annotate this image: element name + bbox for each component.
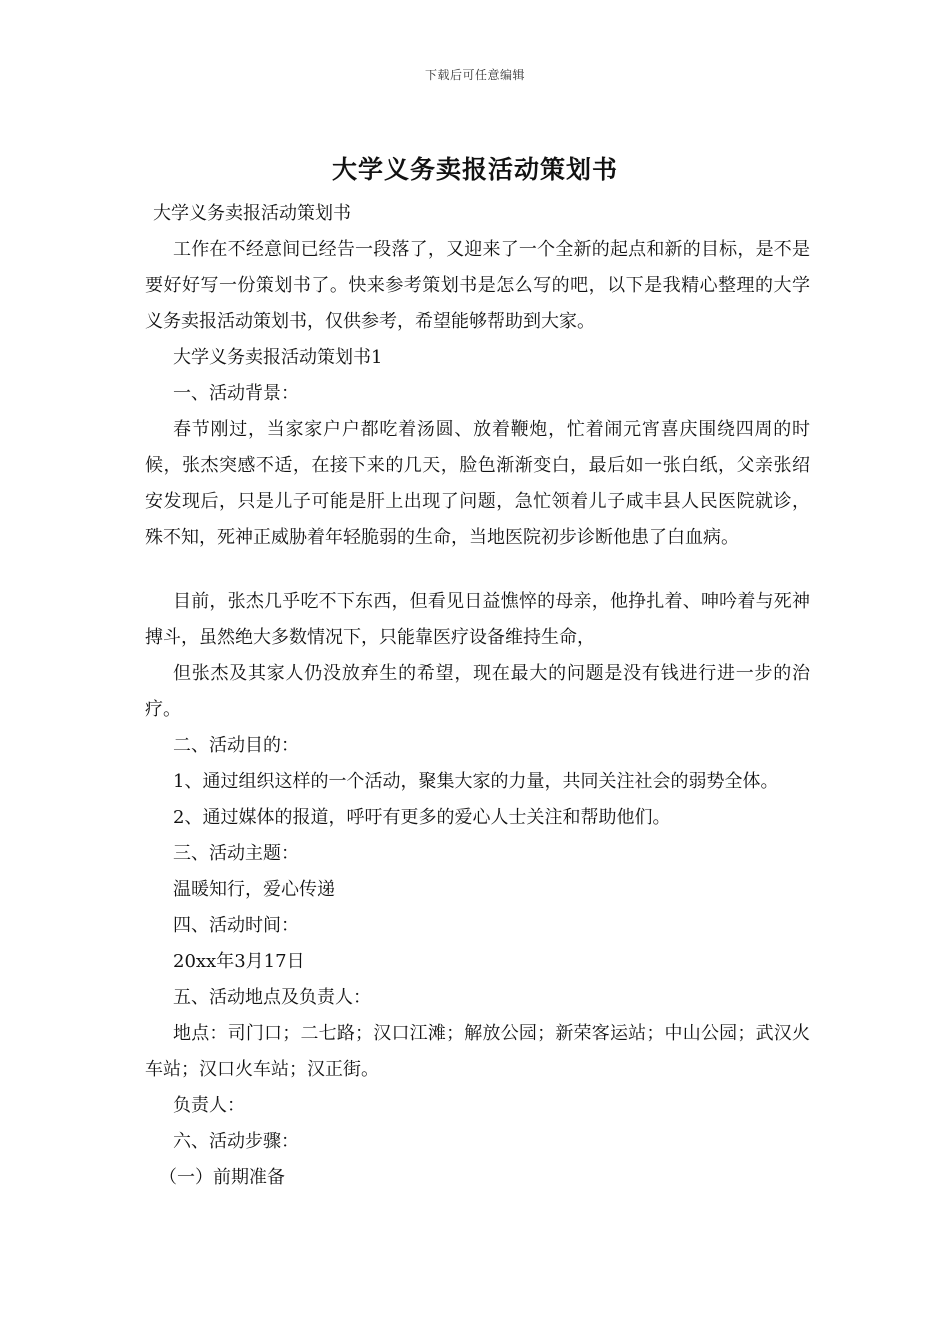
section-heading: 三、活动主题： <box>173 843 299 864</box>
body-paragraph: 温暖知行，爱心传递 <box>173 879 335 900</box>
body-paragraph: 春节刚过，当家家户户都吃着汤圆、放着鞭炮，忙着闹元宵喜庆围绕四周的时候，张杰突感不适，在接下来的几天，脸色渐渐变白，最后如一张白纸，父亲张绍安发现后，只是儿子可能是肝上出现了问题，急忙领着儿子咸丰县人民医院就诊，殊不知，死神正威胁着年轻脆弱的生命，当地医院初步诊断他患了白血病。 <box>145 419 810 548</box>
section-heading: 一、活动背景： <box>173 383 299 404</box>
body-paragraph: 目前，张杰几乎吃不下东西，但看见日益憔悴的母亲，他挣扎着、呻吟着与死神搏斗，虽然绝大多数情况下，只能靠医疗设备维持生命， <box>145 591 810 648</box>
document-body <box>145 196 810 1196</box>
section-heading: 六、活动步骤： <box>173 1131 299 1152</box>
subtitle-paragraph: 大学义务卖报活动策划书 <box>153 203 351 224</box>
page-header-note: 下载后可任意编辑 <box>424 68 525 82</box>
section-heading: 大学义务卖报活动策划书1 <box>173 347 383 368</box>
intro-paragraph: 工作在不经意间已经告一段落了，又迎来了一个全新的起点和新的目标，是不是要好好写一份策划书了。快来参考策划书是怎么写的吧，以下是我精心整理的大学义务卖报活动策划书，仅供参考，希望能够帮助到大家。 <box>145 239 810 332</box>
list-item: 2、通过媒体的报道，呼吁有更多的爱心人士关注和帮助他们。 <box>173 807 671 828</box>
body-paragraph: 但张杰及其家人仍没放弃生的希望，现在最大的问题是没有钱进行进一步的治疗。 <box>145 663 810 720</box>
section-heading: 五、活动地点及负责人： <box>173 987 371 1008</box>
document-title: 大学义务卖报活动策划书 <box>331 155 618 184</box>
body-paragraph: 负责人： <box>173 1095 245 1116</box>
section-heading: 四、活动时间： <box>173 915 299 936</box>
section-heading: 二、活动目的： <box>173 735 299 756</box>
list-item: 1、通过组织这样的一个活动，聚集大家的力量，共同关注社会的弱势全体。 <box>173 771 779 792</box>
body-paragraph: 地点：司门口；二七路；汉口江滩；解放公园；新荣客运站；中山公园；武汉火车站；汉口火车站；汉正街。 <box>145 1023 810 1080</box>
body-paragraph: 20xx年3月17日 <box>173 951 305 972</box>
subsection-heading: （一）前期准备 <box>159 1167 285 1188</box>
